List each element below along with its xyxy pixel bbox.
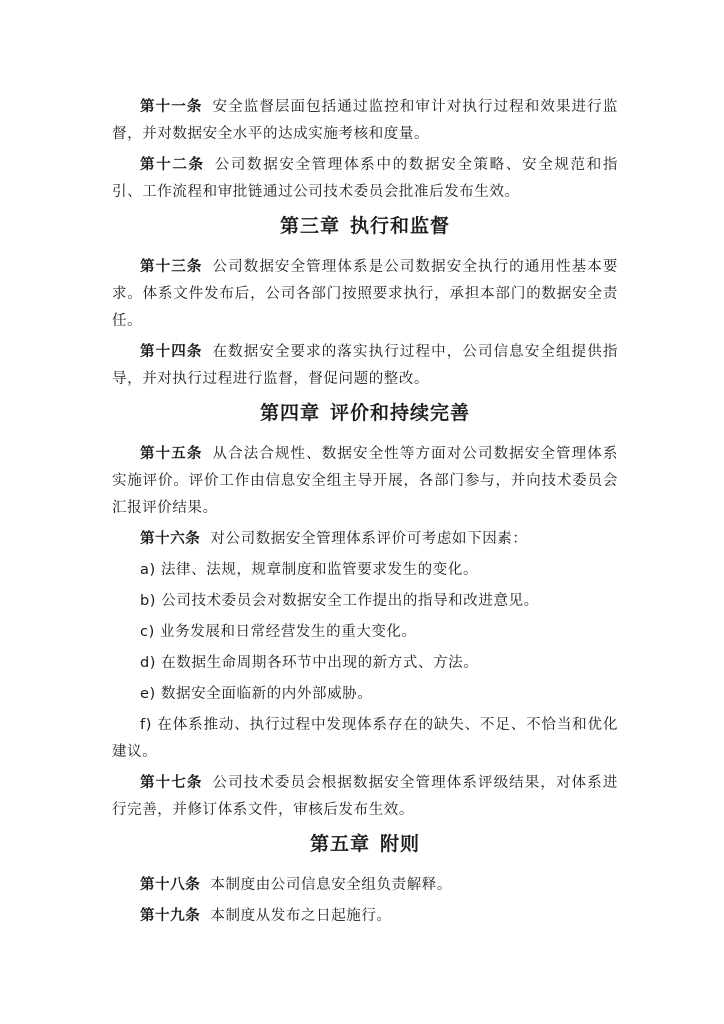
article-text: 从合法合规性、数据安全性等方面对公司数据安全管理体系实施评价。评价工作由信息安全组主导开展，各部门参与，并向技术委员会汇报评价结果。 (112, 446, 618, 516)
article-16 (112, 526, 618, 553)
article-label: 第十五条 (140, 446, 203, 462)
article-label: 第十六条 (140, 531, 201, 547)
chapter-4-heading (112, 399, 618, 427)
article-label: 第十一条 (140, 99, 203, 115)
article-label: 第十八条 (140, 877, 201, 893)
article-text: 公司数据安全管理体系中的数据安全策略、安全规范和指引、工作流程和审批链通过公司技术委员会批准后发布生效。 (112, 157, 618, 200)
list-item-c: c) 业务发展和日常经营发生的重大变化。 (140, 624, 417, 640)
article-17 (112, 770, 618, 824)
list-item-f: f) 在体系推动、执行过程中发现体系存在的缺失、不足、不恰当和优化建议。 (112, 717, 618, 760)
article-label: 第十七条 (140, 775, 203, 791)
article-text: 公司数据安全管理体系是公司数据安全执行的通用性基本要求。体系文件发布后，公司各部门按照要求执行，承担本部门的数据安全责任。 (112, 259, 618, 329)
list-item-a: a) 法律、法规，规章制度和监管要求发生的变化。 (140, 562, 479, 578)
chapter-title: 执行和监督 (350, 215, 451, 237)
chapter-number: 第三章 (279, 215, 340, 237)
article-text: 在数据安全要求的落实执行过程中，公司信息安全组提供指导，并对执行过程进行监督，督促问题的整改。 (112, 344, 618, 387)
article-text: 对公司数据安全管理体系评价可考虑如下因素： (210, 531, 528, 547)
list-item-e: e) 数据安全面临新的内外部威胁。 (140, 686, 373, 702)
chapter-number: 第五章 (309, 833, 370, 855)
chapter-number: 第四章 (259, 402, 320, 424)
article-11 (112, 94, 618, 148)
article-label: 第十三条 (140, 259, 203, 275)
list-item-b: b) 公司技术委员会对数据安全工作提出的指导和改进意见。 (140, 593, 539, 609)
article-label: 第十四条 (140, 344, 203, 360)
article-12 (112, 152, 618, 206)
article-text: 公司技术委员会根据数据安全管理体系评级结果，对体系进行完善，并修订体系文件，审核后发布生效。 (112, 775, 618, 818)
document-body (112, 94, 618, 934)
article-label: 第十二条 (140, 157, 205, 173)
chapter-3-heading (112, 212, 618, 240)
chapter-5-heading (112, 830, 618, 858)
article-14 (112, 339, 618, 393)
article-19 (112, 903, 618, 930)
article-text: 本制度从发布之日起施行。 (210, 908, 392, 924)
list-item-d: d) 在数据生命周期各环节中出现的新方式、方法。 (140, 655, 479, 671)
article-label: 第十九条 (140, 908, 201, 924)
article-text: 本制度由公司信息安全组负责解释。 (210, 877, 453, 893)
article-18 (112, 872, 618, 899)
chapter-title: 附则 (380, 833, 421, 855)
article-13 (112, 254, 618, 335)
article-15 (112, 441, 618, 522)
article-text: 安全监督层面包括通过监控和审计对执行过程和效果进行监督，并对数据安全水平的达成实施考核和度量。 (112, 99, 618, 142)
chapter-title: 评价和持续完善 (330, 402, 471, 424)
